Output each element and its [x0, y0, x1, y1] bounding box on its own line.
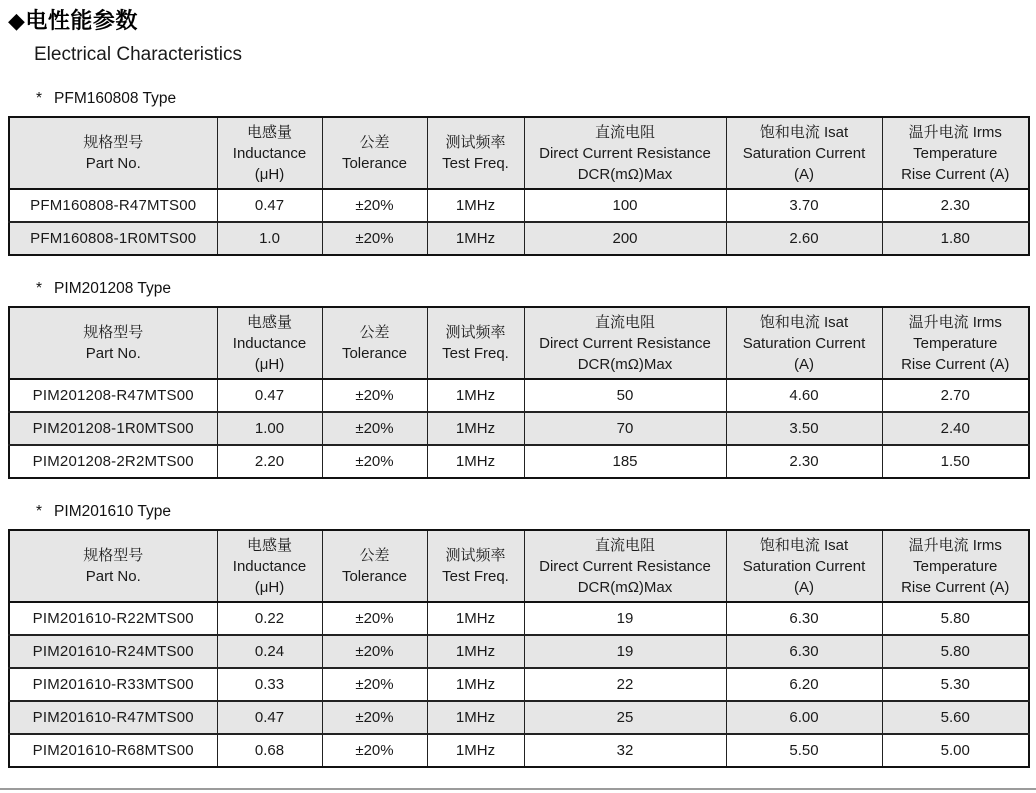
value-cell: 19 — [524, 635, 726, 668]
value-cell: 70 — [524, 412, 726, 445]
column-header-line: Saturation Current — [742, 557, 866, 575]
column-header-line: 温升电流 Irms — [908, 123, 1002, 141]
column-header-line: 电感量 — [246, 536, 292, 554]
value-cell: 6.30 — [726, 635, 882, 668]
column-header-line: 饱和电流 Isat — [759, 123, 849, 141]
spec-table — [8, 306, 1030, 479]
column-header-line: Saturation Current — [742, 144, 866, 162]
column-header-line: Tolerance — [341, 345, 408, 362]
value-cell: 25 — [524, 701, 726, 734]
header-row — [9, 117, 1029, 189]
column-header — [9, 307, 217, 379]
value-cell: ±20% — [322, 602, 427, 635]
table-title — [36, 280, 1028, 298]
table-row — [9, 189, 1029, 222]
part-no-cell: PFM160808-R47MTS00 — [9, 189, 217, 222]
column-header-line: Inductance — [232, 144, 307, 162]
column-header-line: 温升电流 Irms — [908, 536, 1002, 554]
value-cell: 1MHz — [427, 412, 524, 445]
value-cell: 1MHz — [427, 668, 524, 701]
column-header — [524, 530, 726, 602]
value-cell: 2.60 — [726, 222, 882, 255]
value-cell: 22 — [524, 668, 726, 701]
tables-container — [8, 90, 1028, 768]
table-row — [9, 222, 1029, 255]
column-header — [427, 530, 524, 602]
column-header-line: 规格型号 — [83, 134, 144, 151]
table-section — [8, 280, 1028, 479]
value-cell: ±20% — [322, 379, 427, 412]
header-row — [9, 307, 1029, 379]
value-cell: ±20% — [322, 412, 427, 445]
value-cell: ±20% — [322, 701, 427, 734]
column-header-line: DCR(mΩ)Max — [577, 355, 673, 373]
column-header — [427, 307, 524, 379]
value-cell: 19 — [524, 602, 726, 635]
value-cell: 5.80 — [882, 602, 1029, 635]
value-cell: 200 — [524, 222, 726, 255]
column-header — [322, 530, 427, 602]
column-header-line: Part No. — [85, 155, 141, 172]
column-header-line: (μH) — [254, 578, 285, 596]
bottom-divider — [0, 788, 1036, 790]
column-header-line: DCR(mΩ)Max — [577, 165, 673, 183]
part-no-cell: PIM201610-R47MTS00 — [9, 701, 217, 734]
table-row — [9, 412, 1029, 445]
value-cell: 1MHz — [427, 734, 524, 767]
column-header — [882, 307, 1029, 379]
column-header — [322, 307, 427, 379]
column-header-line: Test Freq. — [442, 345, 509, 362]
table-row — [9, 379, 1029, 412]
part-no-cell: PIM201610-R33MTS00 — [9, 668, 217, 701]
column-header-line: Test Freq. — [442, 568, 509, 585]
value-cell: 0.24 — [217, 635, 322, 668]
column-header-line: Tolerance — [341, 155, 408, 172]
column-header-line: 温升电流 Irms — [908, 313, 1002, 331]
column-header — [726, 307, 882, 379]
asterisk-marker: * — [36, 90, 43, 107]
column-header-line: Test Freq. — [442, 155, 509, 172]
value-cell: 1MHz — [427, 189, 524, 222]
column-header-line: Inductance — [232, 557, 307, 575]
column-header-line: Direct Current Resistance — [539, 144, 711, 162]
value-cell: 1MHz — [427, 222, 524, 255]
column-header — [882, 530, 1029, 602]
asterisk-marker: * — [36, 280, 43, 297]
value-cell: 1MHz — [427, 602, 524, 635]
value-cell: 0.22 — [217, 602, 322, 635]
value-cell: 0.33 — [217, 668, 322, 701]
column-header-line: 规格型号 — [83, 324, 144, 341]
header-row — [9, 530, 1029, 602]
column-header — [882, 117, 1029, 189]
column-header-line: (A) — [794, 165, 814, 183]
column-header-line: 公差 — [359, 547, 390, 564]
column-header-line: 规格型号 — [83, 547, 144, 564]
column-header-line: Temperature — [913, 144, 998, 162]
value-cell: 5.30 — [882, 668, 1029, 701]
table-title-text: PIM201610 Type — [54, 503, 171, 520]
column-header — [9, 530, 217, 602]
column-header-line: (A) — [794, 355, 814, 373]
table-row — [9, 734, 1029, 767]
value-cell: ±20% — [322, 445, 427, 478]
column-header-line: Direct Current Resistance — [539, 557, 711, 575]
column-header-line: DCR(mΩ)Max — [577, 578, 673, 596]
value-cell: 2.30 — [726, 445, 882, 478]
value-cell: ±20% — [322, 668, 427, 701]
value-cell: ±20% — [322, 734, 427, 767]
column-header-line: (A) — [794, 578, 814, 596]
column-header-line: 电感量 — [246, 123, 292, 141]
value-cell: ±20% — [322, 635, 427, 668]
value-cell: 1.00 — [217, 412, 322, 445]
spec-table — [8, 529, 1030, 768]
value-cell: ±20% — [322, 189, 427, 222]
value-cell: 3.70 — [726, 189, 882, 222]
part-no-cell: PIM201610-R68MTS00 — [9, 734, 217, 767]
column-header — [726, 530, 882, 602]
value-cell: 1MHz — [427, 379, 524, 412]
value-cell: 50 — [524, 379, 726, 412]
column-header — [217, 530, 322, 602]
value-cell: 5.80 — [882, 635, 1029, 668]
value-cell: 2.40 — [882, 412, 1029, 445]
column-header-line: Part No. — [85, 568, 141, 585]
value-cell: 32 — [524, 734, 726, 767]
value-cell: 1.50 — [882, 445, 1029, 478]
column-header-line: 饱和电流 Isat — [759, 536, 849, 554]
value-cell: 185 — [524, 445, 726, 478]
value-cell: 5.60 — [882, 701, 1029, 734]
value-cell: 1.0 — [217, 222, 322, 255]
column-header-line: 测试频率 — [445, 324, 506, 341]
spec-table — [8, 116, 1030, 256]
page-title-en: Electrical Characteristics — [34, 44, 242, 65]
column-header-line: 直流电阻 — [594, 536, 655, 554]
table-row — [9, 635, 1029, 668]
value-cell: 6.00 — [726, 701, 882, 734]
table-row — [9, 668, 1029, 701]
value-cell: 5.00 — [882, 734, 1029, 767]
value-cell: 3.50 — [726, 412, 882, 445]
column-header-line: Direct Current Resistance — [539, 334, 711, 352]
column-header — [217, 117, 322, 189]
table-section — [8, 90, 1028, 256]
column-header-line: Saturation Current — [742, 334, 866, 352]
column-header — [322, 117, 427, 189]
value-cell: 1MHz — [427, 701, 524, 734]
part-no-cell: PIM201208-1R0MTS00 — [9, 412, 217, 445]
value-cell: 100 — [524, 189, 726, 222]
value-cell: 1MHz — [427, 635, 524, 668]
value-cell: ±20% — [322, 222, 427, 255]
column-header — [524, 117, 726, 189]
asterisk-marker: * — [36, 503, 43, 520]
value-cell: 6.30 — [726, 602, 882, 635]
table-title-text: PIM201208 Type — [54, 280, 171, 297]
column-header-line: Part No. — [85, 345, 141, 362]
column-header — [217, 307, 322, 379]
value-cell: 4.60 — [726, 379, 882, 412]
part-no-cell: PIM201610-R24MTS00 — [9, 635, 217, 668]
column-header — [524, 307, 726, 379]
column-header-line: (μH) — [254, 355, 285, 373]
column-header-line: Temperature — [913, 557, 998, 575]
column-header-line: 饱和电流 Isat — [759, 313, 849, 331]
column-header-line: 直流电阻 — [594, 313, 655, 331]
part-no-cell: PIM201208-R47MTS00 — [9, 379, 217, 412]
column-header-line: Rise Current (A) — [901, 165, 1010, 183]
value-cell: 5.50 — [726, 734, 882, 767]
column-header-line: Tolerance — [341, 568, 408, 585]
table-title-text: PFM160808 Type — [54, 90, 177, 107]
table-title — [36, 503, 1028, 521]
table-row — [9, 602, 1029, 635]
column-header-line: (μH) — [254, 165, 285, 183]
column-header-line: 直流电阻 — [594, 123, 655, 141]
value-cell: 0.47 — [217, 701, 322, 734]
column-header — [726, 117, 882, 189]
value-cell: 0.68 — [217, 734, 322, 767]
table-section — [8, 503, 1028, 768]
column-header-line: Rise Current (A) — [901, 578, 1010, 596]
part-no-cell: PIM201208-2R2MTS00 — [9, 445, 217, 478]
column-header-line: Temperature — [913, 334, 998, 352]
column-header — [427, 117, 524, 189]
value-cell: 2.70 — [882, 379, 1029, 412]
value-cell: 2.20 — [217, 445, 322, 478]
value-cell: 6.20 — [726, 668, 882, 701]
part-no-cell: PFM160808-1R0MTS00 — [9, 222, 217, 255]
value-cell: 1.80 — [882, 222, 1029, 255]
column-header-line: 公差 — [359, 134, 390, 151]
value-cell: 0.47 — [217, 379, 322, 412]
column-header-line: 测试频率 — [445, 134, 506, 151]
column-header-line: 电感量 — [246, 313, 292, 331]
column-header-line: 测试频率 — [445, 547, 506, 564]
table-row — [9, 445, 1029, 478]
table-row — [9, 701, 1029, 734]
value-cell: 2.30 — [882, 189, 1029, 222]
column-header — [9, 117, 217, 189]
page-title-zh: ◆电性能参数 — [8, 8, 138, 33]
value-cell: 0.47 — [217, 189, 322, 222]
column-header-line: Rise Current (A) — [901, 355, 1010, 373]
column-header-line: 公差 — [359, 324, 390, 341]
part-no-cell: PIM201610-R22MTS00 — [9, 602, 217, 635]
column-header-line: Inductance — [232, 334, 307, 352]
value-cell: 1MHz — [427, 445, 524, 478]
table-title — [36, 90, 1028, 108]
